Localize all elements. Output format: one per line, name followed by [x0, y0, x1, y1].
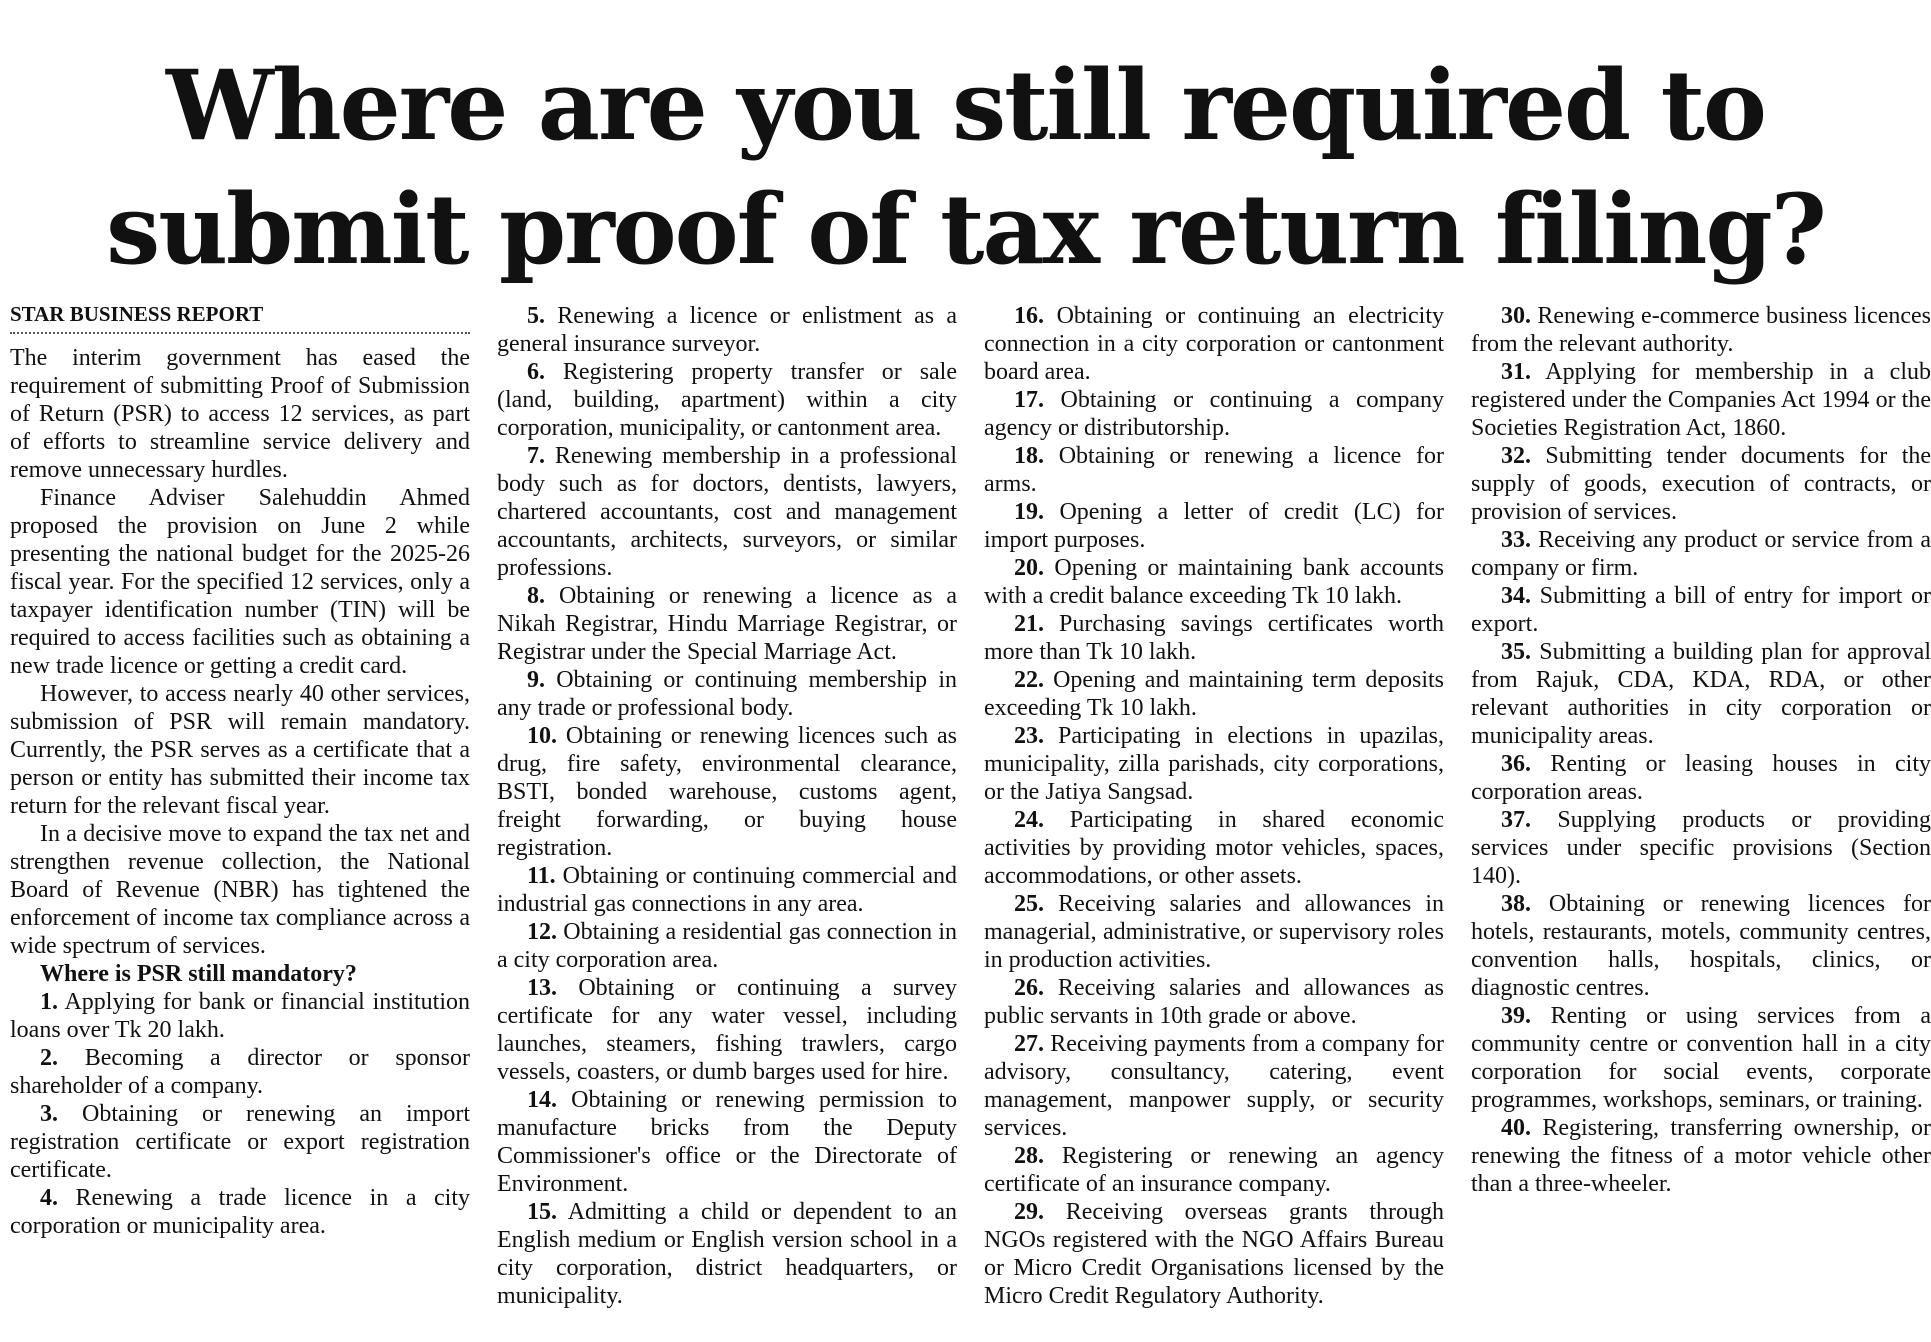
column-3 — [984, 302, 1444, 1338]
item-text: Receiving any product or service from a company or firm. — [1471, 527, 1931, 581]
item-text: Receiving payments from a company for advisory, consultancy, catering, event management, manpower supply, or security services. — [984, 1031, 1444, 1141]
list-item — [497, 862, 957, 918]
list-item — [497, 918, 957, 974]
item-text: Obtaining or renewing a licence for arms. — [984, 443, 1444, 497]
item-text: Obtaining or continuing an electricity connection in a city corporation or cantonment board area. — [984, 303, 1444, 385]
headline-line-2: submit proof of tax return filing? — [106, 173, 1825, 286]
list-item — [1471, 806, 1931, 890]
list-item — [984, 554, 1444, 610]
intro-paragraph: In a decisive move to expand the tax net and strengthen revenue collection, the National Board of Revenue (NBR) has tightened the enforcement of income tax compliance across a wide spectrum of services. — [10, 821, 470, 959]
item-text: Applying for bank or financial institution loans over Tk 20 lakh. — [10, 989, 470, 1043]
item-text: Renewing e-commerce business licences from the relevant authority. — [1471, 303, 1931, 357]
list-item — [984, 722, 1444, 806]
list-item — [984, 386, 1444, 442]
list-item — [984, 1030, 1444, 1142]
item-text: Submitting tender documents for the supply of goods, execution of contracts, or provision of services. — [1471, 443, 1931, 525]
item-text: Registering or renewing an agency certificate of an insurance company. — [984, 1143, 1444, 1197]
item-number: 10. — [527, 723, 557, 749]
list-item — [10, 1184, 470, 1240]
item-text: Opening a letter of credit (LC) for import purposes. — [984, 499, 1444, 553]
item-text: Receiving salaries and allowances as public servants in 10th grade or above. — [984, 975, 1444, 1029]
item-number: 1. — [40, 989, 58, 1015]
item-number: 18. — [1014, 443, 1044, 469]
list-item — [10, 988, 470, 1044]
headline — [0, 44, 1931, 292]
item-text: Obtaining a residential gas connection in a city corporation area. — [497, 919, 957, 973]
item-number: 34. — [1501, 583, 1531, 609]
item-number: 25. — [1014, 891, 1044, 917]
item-number: 15. — [527, 1199, 557, 1225]
item-number: 21. — [1014, 611, 1044, 637]
item-text: Obtaining or renewing licences for hotels, restaurants, motels, community centres, convention halls, hospitals, clinics, or diagnostic centres. — [1471, 891, 1931, 1001]
item-number: 23. — [1014, 723, 1044, 749]
item-text: Supplying products or providing services under specific provisions (Section 140). — [1471, 807, 1931, 889]
list-item — [1471, 890, 1931, 1002]
item-number: 4. — [40, 1185, 58, 1211]
list-item — [1471, 1114, 1931, 1198]
list-item — [984, 442, 1444, 498]
item-text: Registering, transferring ownership, or renewing the fitness of a motor vehicle other than a three-wheeler. — [1471, 1115, 1931, 1197]
item-text: Applying for membership in a club registered under the Companies Act 1994 or the Societies Registration Act, 1860. — [1471, 359, 1931, 441]
item-number: 20. — [1014, 555, 1044, 581]
item-text: Opening and maintaining term deposits exceeding Tk 10 lakh. — [984, 667, 1444, 721]
list-item — [1471, 582, 1931, 638]
list-item — [1471, 1002, 1931, 1114]
item-text: Receiving overseas grants through NGOs registered with the NGO Affairs Bureau or Micro Credit Organisations licensed by the Micro Credit Regulatory Authority. — [984, 1199, 1444, 1309]
item-number: 16. — [1014, 303, 1044, 329]
item-number: 11. — [527, 863, 556, 889]
item-text: Opening or maintaining bank accounts with a credit balance exceeding Tk 10 lakh. — [984, 555, 1444, 609]
item-text: Renting or leasing houses in city corporation areas. — [1471, 751, 1931, 805]
column-1 — [10, 302, 470, 1338]
item-text: Obtaining or renewing licences such as drug, fire safety, environmental clearance, BSTI, bonded warehouse, customs agent, freight forwarding, or buying house registration. — [497, 723, 957, 861]
list-item — [10, 1100, 470, 1184]
item-text: Renewing a licence or enlistment as a general insurance surveyor. — [497, 303, 957, 357]
subheading: Where is PSR still mandatory? — [40, 961, 357, 987]
headline-line-1: Where are you still required to — [166, 49, 1765, 162]
item-text: Obtaining or continuing a company agency or distributorship. — [984, 387, 1444, 441]
item-number: 28. — [1014, 1143, 1044, 1169]
item-text: Becoming a director or sponsor shareholder of a company. — [10, 1045, 470, 1099]
item-number: 17. — [1014, 387, 1044, 413]
item-text: Obtaining or continuing commercial and industrial gas connections in any area. — [497, 863, 957, 917]
item-text: Admitting a child or dependent to an English medium or English version school in a city corporation, district headquarters, or municipality. — [497, 1199, 957, 1309]
item-number: 22. — [1014, 667, 1044, 693]
list-item — [497, 358, 957, 442]
item-text: Renting or using services from a community centre or convention hall in a city corporation for social events, corporate programmes, workshops, seminars, or training. — [1471, 1003, 1931, 1113]
item-number: 6. — [527, 359, 545, 385]
item-number: 8. — [527, 583, 545, 609]
list-item — [984, 890, 1444, 974]
column-4 — [1471, 302, 1931, 1338]
list-item — [1471, 526, 1931, 582]
list-item — [984, 666, 1444, 722]
item-text: Renewing a trade licence in a city corporation or municipality area. — [10, 1185, 470, 1239]
item-number: 29. — [1014, 1199, 1044, 1225]
list-item — [1471, 358, 1931, 442]
item-number: 38. — [1501, 891, 1531, 917]
list-item — [497, 666, 957, 722]
item-number: 30. — [1501, 303, 1531, 329]
item-number: 27. — [1014, 1031, 1044, 1057]
intro-paragraph: However, to access nearly 40 other services, submission of PSR will remain mandatory. Currently, the PSR serves as a certificate that a person or entity has submitted their income tax return for the relevant fiscal year. — [10, 681, 470, 819]
list-item — [984, 610, 1444, 666]
item-number: 40. — [1501, 1115, 1531, 1141]
item-text: Obtaining or continuing membership in any trade or professional body. — [497, 667, 957, 721]
list-item — [497, 722, 957, 862]
intro-paragraph: The interim government has eased the requirement of submitting Proof of Submission of Return (PSR) to access 12 services, as part of efforts to streamline service delivery and remove unnecessary hurdles. — [10, 345, 470, 483]
column-2 — [497, 302, 957, 1338]
list-item — [984, 974, 1444, 1030]
item-number: 31. — [1501, 359, 1531, 385]
intro-paragraph: Finance Adviser Salehuddin Ahmed proposed the provision on June 2 while presenting the national budget for the 2025-26 fiscal year. For the specified 12 services, only a taxpayer identification number (TIN) will be required to access facilities such as obtaining a new trade licence or getting a credit card. — [10, 485, 470, 679]
byline: STAR BUSINESS REPORT — [10, 302, 470, 334]
item-number: 24. — [1014, 807, 1044, 833]
list-item — [984, 302, 1444, 386]
item-number: 13. — [527, 975, 557, 1001]
item-number: 35. — [1501, 639, 1531, 665]
list-item — [1471, 302, 1931, 358]
list-item — [1471, 750, 1931, 806]
list-item — [497, 442, 957, 582]
item-text: Participating in elections in upazilas, municipality, zilla parishads, city corporations, or the Jatiya Sangsad. — [984, 723, 1444, 805]
list-item — [984, 498, 1444, 554]
item-number: 39. — [1501, 1003, 1531, 1029]
list-item — [984, 806, 1444, 890]
item-number: 36. — [1501, 751, 1531, 777]
list-item — [984, 1142, 1444, 1198]
list-item — [1471, 638, 1931, 750]
item-text: Participating in shared economic activities by providing motor vehicles, spaces, accommodations, or other assets. — [984, 807, 1444, 889]
item-text: Renewing membership in a professional body such as for doctors, dentists, lawyers, chartered accountants, cost and management accountants, architects, surveyors, or similar professions. — [497, 443, 957, 581]
item-number: 37. — [1501, 807, 1531, 833]
item-text: Registering property transfer or sale (land, building, apartment) within a city corporation, municipality, or cantonment area. — [497, 359, 957, 441]
item-text: Obtaining or renewing permission to manufacture bricks from the Deputy Commissioner's office or the Directorate of Environment. — [497, 1087, 957, 1197]
item-text: Obtaining or renewing an import registration certificate or export registration certificate. — [10, 1101, 470, 1183]
list-item — [984, 1198, 1444, 1310]
list-item — [497, 582, 957, 666]
item-text: Submitting a building plan for approval from Rajuk, CDA, KDA, RDA, or other relevant authorities in city corporation or municipality areas. — [1471, 639, 1931, 749]
item-number: 32. — [1501, 443, 1531, 469]
item-number: 2. — [40, 1045, 58, 1071]
list-item — [497, 1198, 957, 1310]
list-item — [497, 974, 957, 1086]
list-item — [1471, 442, 1931, 526]
item-number: 33. — [1501, 527, 1531, 553]
item-text: Receiving salaries and allowances in managerial, administrative, or supervisory roles in production activities. — [984, 891, 1444, 973]
list-item — [497, 302, 957, 358]
item-text: Submitting a bill of entry for import or export. — [1471, 583, 1931, 637]
item-number: 5. — [527, 303, 545, 329]
item-number: 7. — [527, 443, 545, 469]
item-text: Purchasing savings certificates worth more than Tk 10 lakh. — [984, 611, 1444, 665]
item-number: 3. — [40, 1101, 58, 1127]
list-item — [497, 1086, 957, 1198]
list-item — [10, 1044, 470, 1100]
item-number: 14. — [527, 1087, 557, 1113]
item-number: 9. — [527, 667, 545, 693]
item-text: Obtaining or continuing a survey certificate for any water vessel, including launches, steamers, fishing trawlers, cargo vessels, coasters, or dumb barges used for hire. — [497, 975, 957, 1085]
item-number: 26. — [1014, 975, 1044, 1001]
item-text: Obtaining or renewing a licence as a Nikah Registrar, Hindu Marriage Registrar, or Registrar under the Special Marriage Act. — [497, 583, 957, 665]
item-number: 19. — [1014, 499, 1044, 525]
item-number: 12. — [527, 919, 557, 945]
